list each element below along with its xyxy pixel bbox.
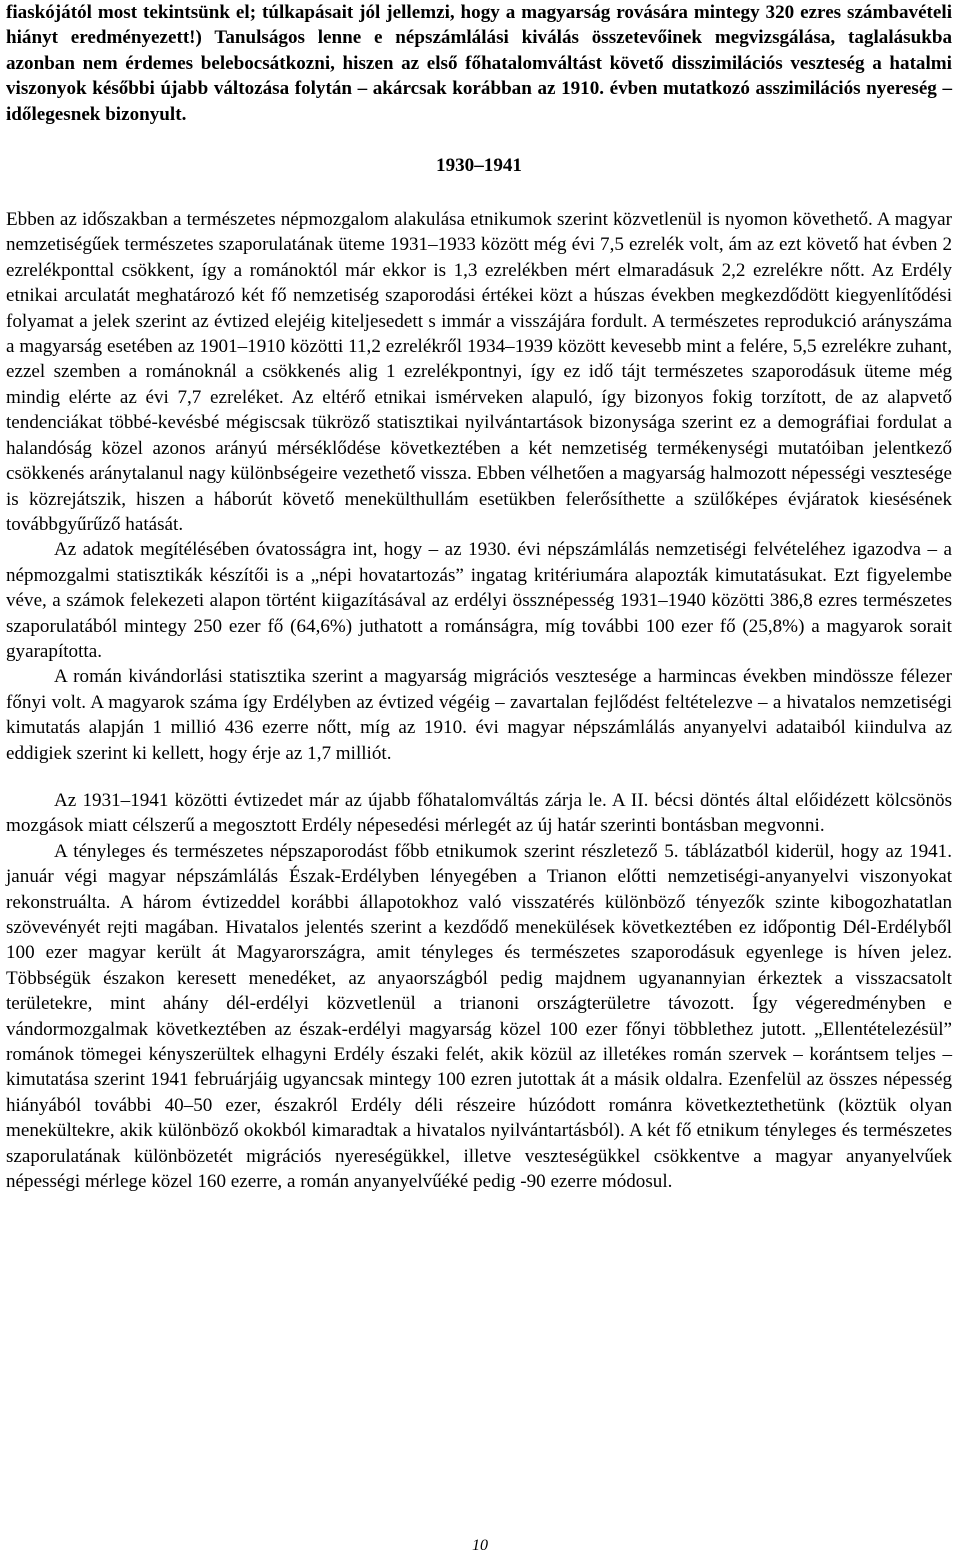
body-paragraph-2: Az adatok megítélésében óvatosságra int, hogy – az 1930. évi népszámlálás nemzetiségi felvételéhez igazodva – a népmozgalmi statisztikák készítői is a „népi hovatartozás” ingatag kritériumára alapozták kimutatásukat. Ezt figyelembe véve, a számok felekezeti alapon történt kiigazításával az erdélyi össznépesség 1931–1940 közötti 386,8 ezres természetes szaporulatából mintegy 250 ezer fő (64,6%) juthatott a románságra, míg további 100 ezer fő (25,8%) a magyarok sorait gyarapította. [6, 539, 952, 662]
body-paragraph-4: Az 1931–1941 közötti évtizedet már az újabb főhatalomváltás zárja le. A II. bécsi döntés által előidézett kölcsönös mozgások miatt célszerű a megosztott Erdély népesedési mérlegét az új határ szerinti bontásban megvonni. [6, 789, 952, 837]
body-paragraph-1: Ebben az időszakban a természetes népmozgalom alakulása etnikumok szerint közvetlenül is nyomon követhető. A magyar nemzetiségűek természetes szaporulatának üteme 1931–1933 között még évi 7,5 ezrelék volt, ám az ezt követő hat évben 2 ezrelékponttal csökkent, így a románoktól már ekkor is 1,3 ezrelékben mért elmaradásuk 2,2 ezrelékre nőtt. Az Erdély etnikai arculatát meghatározó két fő nemzetiség szaporodási értékei közt a húszas években megkezdődött kiegyenlítődési folyamat a jelek szerint az évtized elejéig kiteljesedett s immár a visszájára fordult. A természetes reprodukció arányszáma a magyarság esetében az 1901–1910 közötti 11,2 ezrelékről 1934–1939 között kevesebb mint a felére, 5,5 ezrelékre zuhant, ezzel szemben a románoknál a csökkenés alig 1 ezrelékpontnyi, így ez idő tájt természetes szaporodásuk üteme még mindig elérte az évi 7,7 ezreléket. Az eltérő etnikai ismérveken alapuló, így bizonyos fokig torzított, de az alapvető tendenciákat többé-kevésbé mégiscsak tükröző statisztikai nyilvántartások bizonysága szerint ez a demográfiai fordulat a halandóság közel azonos arányú mérséklődése következtében a két nemzetiség termékenységi mutatóiban jelentkező csökkenés aránytalanul nagy különbségeire vezethető vissza. Ebben vélhetően a magyarság halmozott népességi vesztesége is közrejátszik, hiszen a háborút követő menekülthullám esetükben felerősíthette a szülőképes évjáratok kiesésének továbbgyűrűző hatását. [6, 209, 952, 535]
paragraph-spacer [6, 766, 952, 788]
body-paragraph-5: A tényleges és természetes népszaporodást főbb etnikumok szerint részletező 5. táblázatból kiderül, hogy az 1941. január végi magyar népszámlálás Észak-Erdélyben lényegében a Trianon előtti nemzetiségi-anyanyelvi viszonyokat rekonstruálta. A három évtizeddel korábbi állapotokhoz való visszatérés különböző tényezők szinte kibogozhatatlan szövevényét rejti magában. Hivatalos jelentés szerint a kezdődő menekülések következtében ez időpontig Dél-Erdélyből 100 ezer magyar került át Magyarországra, amit tényleges és természetes szaporodásuk egyenlege is híven jelez. Többségük északon keresett menedéket, az anyaországból pedig majdnem ugyanannyian érkeztek a visszacsatolt területekre, mint ahány dél-erdélyi közvetlenül a trianoni országterületre távozott. Így végeredményben e vándormozgalmak következtében az észak-erdélyi magyarság közel 100 ezer főnyi többlethez jutott. „Ellentételezésül” románok tömegei kényszerültek elhagyni Erdély északi felét, akik közül az illetékes román szervek – korántsem teljes – kimutatása szerint 1941 februárjáig ugyancsak mintegy 100 ezren jutottak át a másik oldalra. Ezenfelül az összes népesség hiányából további 40–50 ezer, északról Erdély déli részeire húzódott románra következtethetünk (köztük olyan menekültekre, akik különböző okokból kimaradtak a hivatalos nyilvántartásból). A két fő etnikum tényleges és természetes szaporulatának különbözetét migrációs nyereségükkel, illetve veszteségükkel csökkentve a magyar anyanyelvűek népességi mérlege közel 160 ezerre, a román anyanyelvűéké pedig -90 ezerre módosul. [6, 840, 952, 1193]
section-heading: 1930–1941 [436, 155, 522, 177]
page-number: 10 [472, 1537, 488, 1554]
document-page [6, 0, 952, 1194]
intro-paragraph: fiaskójától most tekintsünk el; túlkapásait jól jellemzi, hogy a magyarság rovására mintegy 320 ezres számbavételi hiányt eredményezett!) Tanulságos lenne e népszámlálási kiválás összetevőinek megvizsgálása, taglalásukba azonban nem érdemes belebocsátkozni, hiszen az első főhatalomváltást követő disszimilációs veszteség a hatalmi viszonyok későbbi újabb változása folytán – akárcsak korábban az 1910. évben mutatkozó asszimilációs nyereség – időlegesnek bizonyult. [6, 2, 952, 125]
body-paragraph-3: A román kivándorlási statisztika szerint a magyarság migrációs vesztesége a harmincas években mindössze félezer főnyi volt. A magyarok száma így Erdélyben az évtized végéig – zavartalan fejlődést feltételezve – a hivatalos nemzetiségi kimutatás alapján 1 millió 436 ezerre nőtt, míg az 1910. évi magyar népszámlálás anyanyelvi adataiból kiindulva az eddigiek szerint ki kellett, hogy érje az 1,7 milliót. [6, 666, 952, 764]
